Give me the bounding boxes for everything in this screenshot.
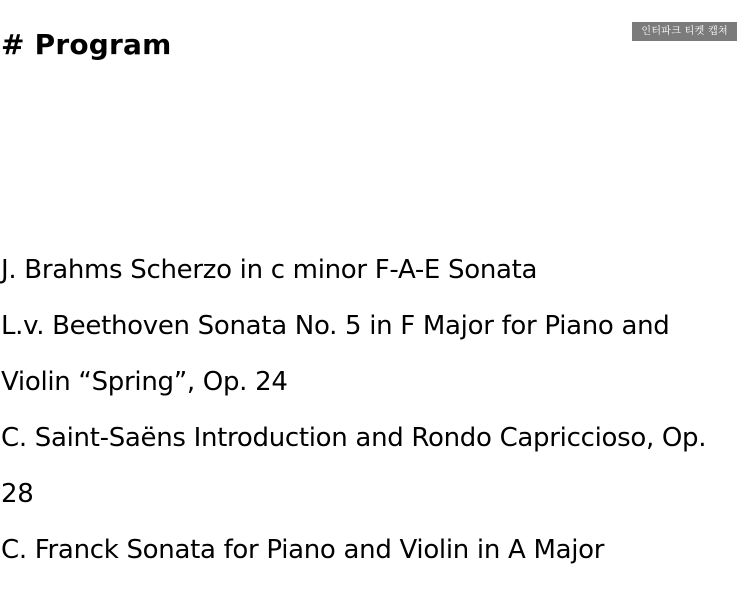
program-item-franck: C. Franck Sonata for Piano and Violin in A Major [1,535,605,565]
capture-source-badge: 인터파크 티켓 캡쳐 [632,22,737,41]
program-heading: # Program [1,28,172,61]
program-item-saint-saens: C. Saint-Saëns Introduction and Rondo Capriccioso, Op. 28 [1,423,707,509]
program-item-beethoven: L.v. Beethoven Sonata No. 5 in F Major for Piano and Violin “Spring”, Op. 24 [1,311,670,397]
program-item-brahms: J. Brahms Scherzo in c minor F-A-E Sonata [1,255,538,285]
program-list [1,242,746,578]
